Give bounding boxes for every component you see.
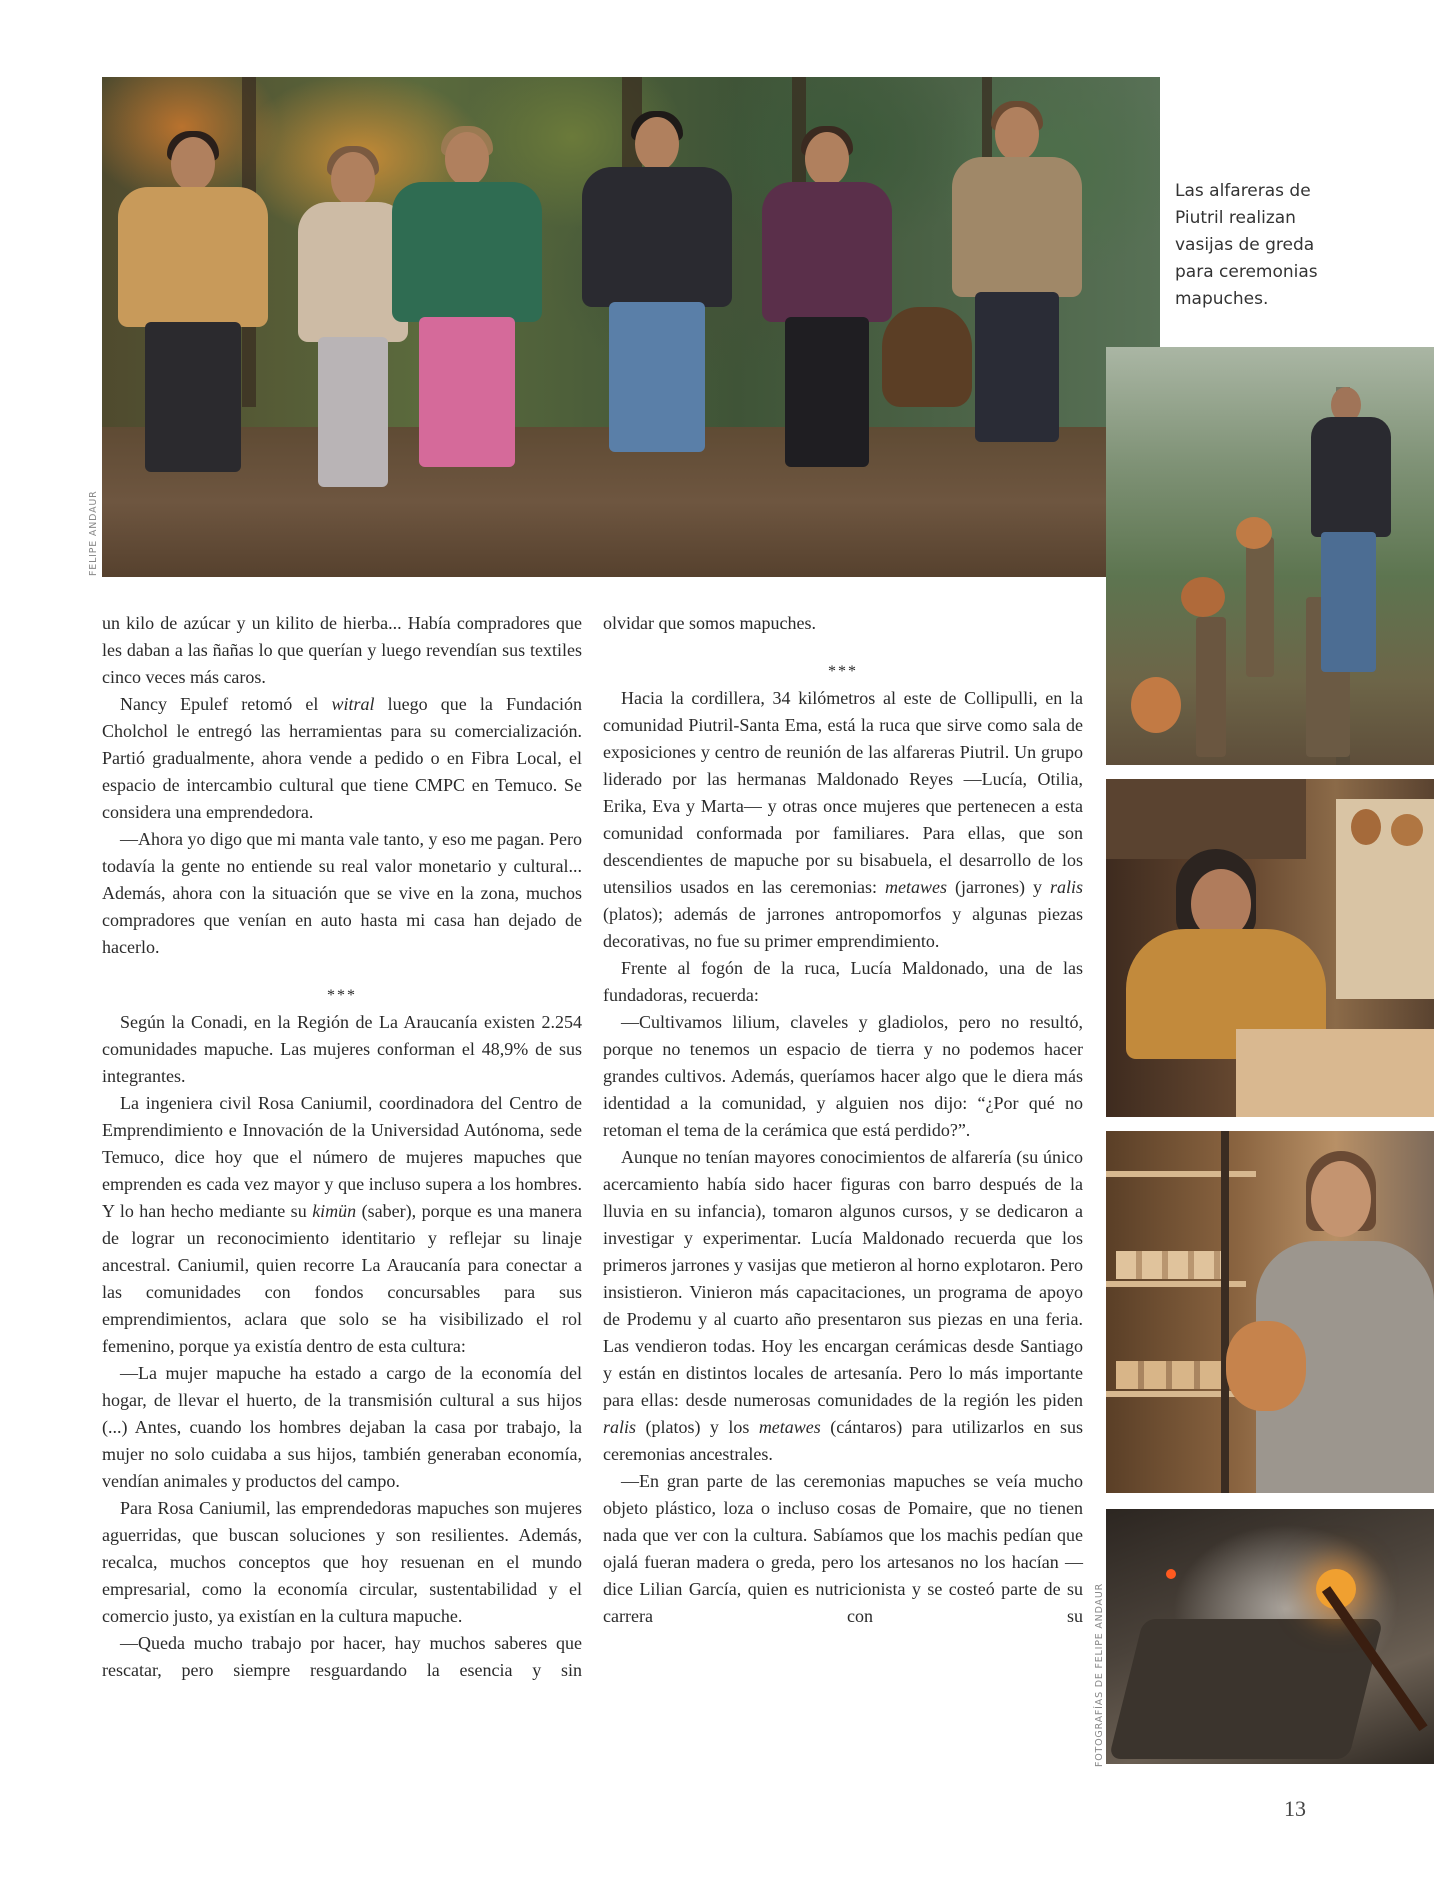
paragraph: La ingeniera civil Rosa Caniumil, coordinadora del Centro de Emprendimiento e Innovación de la Universidad Autónoma, sede Temuco, dice hoy que el número de mujeres mapuches que emprenden es cada vez mayor y que incluso supera a los hombres. Y lo han hecho mediante su kimün (saber), porque es una manera de lograr un reconocimiento identitario y reflejar su linaje ancestral. Caniumil, quien recorre La Araucanía para conectar a las comunidades con fondos concursables para sus emprendimientos, aclara que solo se ha visibilizado el rol femenino, porque ya existía dentro de esta cultura: xyxy=(102,1093,582,1356)
paragraph: Según la Conadi, en la Región de La Araucanía existen 2.254 comunidades mapuche. Las mujeres conforman el 48,9% de sus integrantes. xyxy=(102,1012,582,1086)
paragraph: —Queda mucho trabajo por hacer, hay muchos saberes que rescatar, pero siempre resguardando la esencia y sin xyxy=(102,1633,582,1680)
paragraph: Frente al fogón de la ruca, Lucía Maldonado, una de las fundadoras, recuerda: xyxy=(603,958,1083,1005)
paragraph: —Ahora yo digo que mi manta vale tanto, y eso me pagan. Pero todavía la gente no entiende su real valor monetario y cultural... Además, ahora con la situación que se vive en la zona, muchos compradores que venían en auto hasta mi casa han dejado de hacerlo. xyxy=(102,829,582,957)
photo-clay-in-fire xyxy=(1106,1509,1434,1764)
page-number: 13 xyxy=(1284,1796,1306,1821)
caption-line: Las alfareras de xyxy=(1175,181,1311,201)
paragraph: olvidar que somos mapuches. xyxy=(603,613,816,633)
woman-1 xyxy=(118,137,268,537)
paragraph: —La mujer mapuche ha estado a cargo de la economía del hogar, de llevar el huerto, de la transmisión cultural a sus hijos (...) Antes, cuando los hombres dejaban la casa por trabajo, la mujer no solo cuidaba a sus hijos, también generaban economía, vendían animales y productos del campo. xyxy=(102,1363,582,1491)
woman-3 xyxy=(392,132,542,537)
article-column-1 xyxy=(102,610,582,1684)
section-break: *** xyxy=(828,663,858,680)
photo-credit-side: FOTOGRAFÍAS DE FELIPE ANDAUR xyxy=(1094,1583,1105,1767)
paragraph: —En gran parte de las ceremonias mapuches se veía mucho objeto plástico, loza o incluso cosas de Pomaire, que no tienen nada que ver con la cultura. Sabíamos que los machis pedían que ojalá fueran madera o greda, pero los artesanos no los hacían —dice Lilian García, quien es nutricionista y se costeó parte de su carrera con su xyxy=(603,1471,1083,1626)
paragraph: Hacia la cordillera, 34 kilómetros al este de Collipulli, en la comunidad Piutril-Santa Ema, está la ruca que sirve como sala de exposiciones y centro de reunión de las alfareras Piutril. Un grupo liderado por las hermanas Maldonado Reyes —Lucía, Otilia, Erika, Eva y Marta— y otras once mujeres que pertenecen a esta comunidad conformada por familiares. Para ellas, que son descendientes de mapuche por su bisabuela, el desarrollo de los utensilios usados en las ceremonias: metawes (jarrones) y ralis (platos); además de jarrones antropomorfos y algunas piezas decorativas, no fue su primer emprendimiento. xyxy=(603,688,1083,951)
woman-6 xyxy=(952,107,1082,537)
hero-photo-women-walking xyxy=(102,77,1160,577)
photo-woman-with-pottery-outdoors xyxy=(1106,347,1434,765)
caption-line: para ceremonias xyxy=(1175,262,1318,282)
caption-line: Piutril realizan xyxy=(1175,208,1296,228)
section-break: *** xyxy=(327,987,357,1004)
woman-4 xyxy=(582,117,732,537)
article-column-2 xyxy=(603,610,1083,1630)
photo-woman-shaping-clay xyxy=(1106,779,1434,1117)
paragraph: un kilo de azúcar y un kilito de hierba... Había compradores que les daban a las ñañas lo que querían y luego revendían sus textiles cinco veces más caros. xyxy=(102,613,582,687)
paragraph: Nancy Epulef retomó el witral luego que la Fundación Cholchol le entregó las herramientas para su comercialización. Partió gradualmente, ahora vende a pedido o en Fibra Local, el espacio de intercambio cultural que tiene CMPC en Temuco. Se considera una emprendedora. xyxy=(102,694,582,822)
paragraph: Aunque no tenían mayores conocimientos de alfarería (su único acercamiento había sido hacer figuras con barro después de la lluvia en su infancia), tomaron algunos cursos, y se dedicaron a investigar y experimentar. Lucía Maldonado recuerda que los primeros jarrones y vasijas que metieron al horno explotaron. Pero insistieron. Vinieron más capacitaciones, un programa de apoyo de Prodemu y al cuarto año presentaron sus piezas en una feria. Las vendieron todas. Hoy les encargan cerámicas desde Santiago y están en distintos locales de artesanía. Pero lo más importante para ellas: desde numerosas comunidades de la región les piden ralis (platos) y los metawes (cántaros) para utilizarlos en sus ceremonias ancestrales. xyxy=(603,1147,1083,1464)
caption-line: mapuches. xyxy=(1175,289,1269,309)
photo-credit-top: FELIPE ANDAUR xyxy=(88,490,99,576)
paragraph: —Cultivamos lilium, claveles y gladiolos, pero no resultó, porque no tenemos un espacio de tierra y no podemos hacer grandes cultivos. Además, queríamos hacer algo que le diera más identidad a la comunidad, y alguien nos dijo: “¿Por qué no retoman el tema de la cerámica que está perdido?”. xyxy=(603,1012,1083,1140)
caption-line: vasijas de greda xyxy=(1175,235,1315,255)
woman-5 xyxy=(762,132,892,537)
photo-woman-holding-jug xyxy=(1106,1131,1434,1493)
paragraph: Para Rosa Caniumil, las emprendedoras mapuches son mujeres aguerridas, que buscan soluciones y son resilientes. Además, recalca, muchos conceptos que hoy resuenan en el mundo empresarial, como la economía circular, sustentabilidad y el comercio justo, ya existían en la cultura mapuche. xyxy=(102,1498,582,1626)
photo-caption xyxy=(1175,178,1425,313)
